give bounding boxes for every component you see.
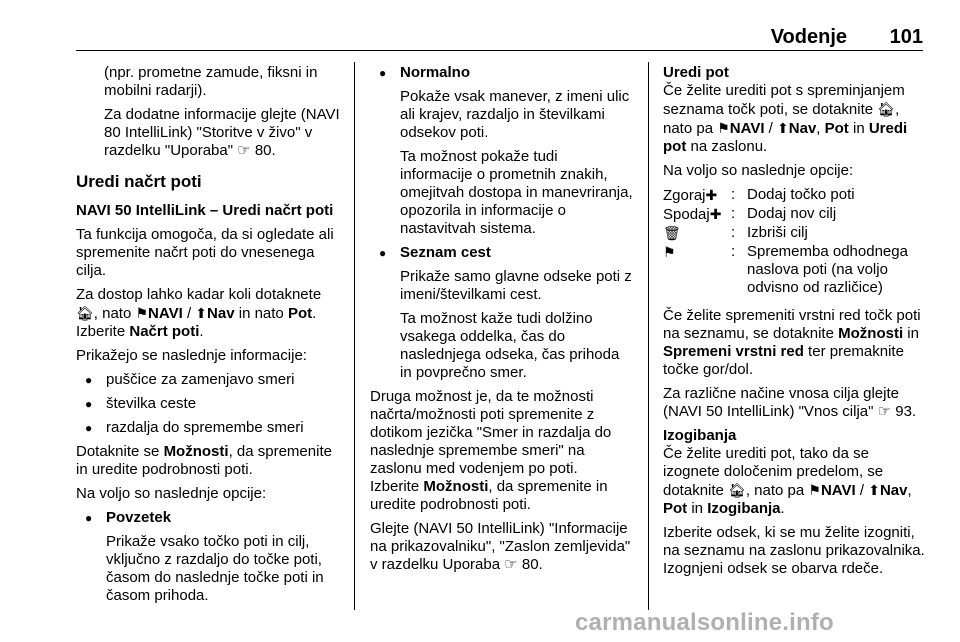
trash-icon: 🗑 xyxy=(663,225,681,241)
page-header xyxy=(76,28,923,51)
paragraph: Prikaže vsako točko poti in cilj, vključno z razdaljo do točke poti, časom do naslednje točke poti in časom prihoda. xyxy=(106,533,324,604)
paragraph: Za različne načine vnosa cilja glejte (NAVI 50 IntelliLink) "Vnos cilja" ☞ 93. xyxy=(663,385,917,420)
paragraph: Ta funkcija omogoča, da si ogledate ali spremenite načrt poti do vnesenega cilja. xyxy=(76,226,334,279)
option-row: 🗑 : Izbriši cilj xyxy=(663,224,808,241)
list-item: ● puščice za zamenjavo smeri xyxy=(76,371,340,389)
paragraph: Glejte (NAVI 50 IntelliLink) "Informacije na prikazovalniku", "Zaslon zemljevida" v razdelku Uporaba ☞ 80. xyxy=(370,520,631,573)
column-3 xyxy=(663,64,925,584)
column-divider xyxy=(648,62,649,610)
list-item-heading: ● Seznam cest xyxy=(370,244,634,262)
arrow-up-icon: ⬆ xyxy=(868,482,880,498)
section-title: Vodenje xyxy=(770,26,847,48)
option-row: ⚑ : Sprememba odhodnega naslova poti (na voljo odvisno od različice) xyxy=(663,243,908,296)
arrow-up-icon: ⬆ xyxy=(777,120,789,136)
paragraph: Na voljo so naslednje opcije: xyxy=(76,485,267,502)
flag-icon: ⚑ xyxy=(135,305,149,321)
list-item: ● razdalja do spremembe smeri xyxy=(76,419,340,437)
subheading: Uredi pot xyxy=(663,64,729,81)
arrow-up-icon: ⬆ xyxy=(195,305,208,321)
flag-icon: ⚑ xyxy=(808,482,821,498)
paragraph: Prikažejo se naslednje informacije: xyxy=(76,347,307,364)
plus-icon: ✚ xyxy=(709,206,722,222)
paragraph: Uredi pot Če želite urediti pot s spreminjanjem seznama točk poti, se dotaknite 🏠︎, nato pa ⚑NAVI / ⬆Nav, Pot in Uredi pot na zaslonu. xyxy=(663,64,908,155)
list-item-heading: ● Povzetek xyxy=(76,509,340,527)
paragraph: Dotaknite se Možnosti, da spremenite in uredite podrobnosti poti. xyxy=(76,443,332,478)
flag-icon: ⚑ xyxy=(717,120,730,136)
watermark: carmanualsonline.info xyxy=(575,609,834,636)
paragraph: Izberite odsek, ki se mu želite izogniti, na seznamu na zaslonu prikazovalnika. Izognjeni odsek se obarva rdeče. xyxy=(663,524,925,577)
home-icon: 🏠︎ xyxy=(76,305,94,321)
paragraph: Izberite Možnosti, da spremenite in uredite podrobnosti poti. xyxy=(370,478,608,513)
paragraph: Če želite spremeniti vrstni red točk poti na seznamu, se dotaknite Možnosti in Spremeni vrstni red ter premaknite točke gor/dol. xyxy=(663,307,921,378)
column-1 xyxy=(76,64,340,611)
subheading: Izogibanja xyxy=(663,427,737,444)
home-icon: 🏠︎ xyxy=(877,101,896,117)
paragraph: Za dostop lahko kadar koli dotaknete 🏠︎, nato ⚑NAVI / ⬆Nav in nato Pot. Izberite Načrt poti. xyxy=(76,286,322,340)
paragraph: Ta možnost kaže tudi dolžino vsakega oddelka, čas do naslednjega odseka, čas prihoda in povprečno smer. xyxy=(400,310,620,381)
option-row: Spodaj✚ : Dodaj nov cilj xyxy=(663,205,837,223)
paragraph: (npr. prometne zamude, fiksni in mobilni radarji). xyxy=(104,64,318,99)
home-icon: 🏠︎ xyxy=(728,482,746,498)
paragraph: Prikaže samo glavne odseke poti z imeni/številkami cest. xyxy=(400,268,632,303)
options-list xyxy=(663,186,925,297)
flag-icon: ⚑ xyxy=(663,244,676,260)
paragraph: Na voljo so naslednje opcije: xyxy=(663,162,854,179)
paragraph: Pokaže vsak manever, z imeni ulic ali krajev, razdaljo in številkami odsekov poti. xyxy=(400,88,630,141)
option-row: Zgoraj✚ : Dodaj točko poti xyxy=(663,186,855,204)
subheading: NAVI 50 IntelliLink – Uredi načrt poti xyxy=(76,202,334,219)
list-item: ● številka ceste xyxy=(76,395,340,413)
section-heading: Uredi načrt poti xyxy=(76,172,202,191)
column-divider xyxy=(354,62,355,610)
paragraph: Druga možnost je, da te možnosti načrta/možnosti poti spremenite z dotikom jezička "Smer in razdalja do naslednje spremembe smeri" na zaslonu med vodenjem po poti. xyxy=(370,388,612,477)
page-number: 101 xyxy=(889,26,923,48)
paragraph: Izogibanja Če želite urediti pot, tako da se izognete določenim predelom, se dotaknite 🏠︎, nato pa ⚑NAVI / ⬆Nav, Pot in Izogibanja. xyxy=(663,427,912,517)
paragraph: Za dodatne informacije glejte (NAVI 80 IntelliLink) "Storitve v živo" v razdelku "Uporaba" ☞ 80. xyxy=(104,106,340,159)
list-item-heading: ● Normalno xyxy=(370,64,634,82)
plus-icon: ✚ xyxy=(705,187,718,203)
paragraph: Ta možnost pokaže tudi informacije o prometnih znakih, omejitvah dostopa in manevriranja, opozorila in informacije o nastavitvah sistema. xyxy=(400,148,633,237)
column-2 xyxy=(370,64,634,580)
